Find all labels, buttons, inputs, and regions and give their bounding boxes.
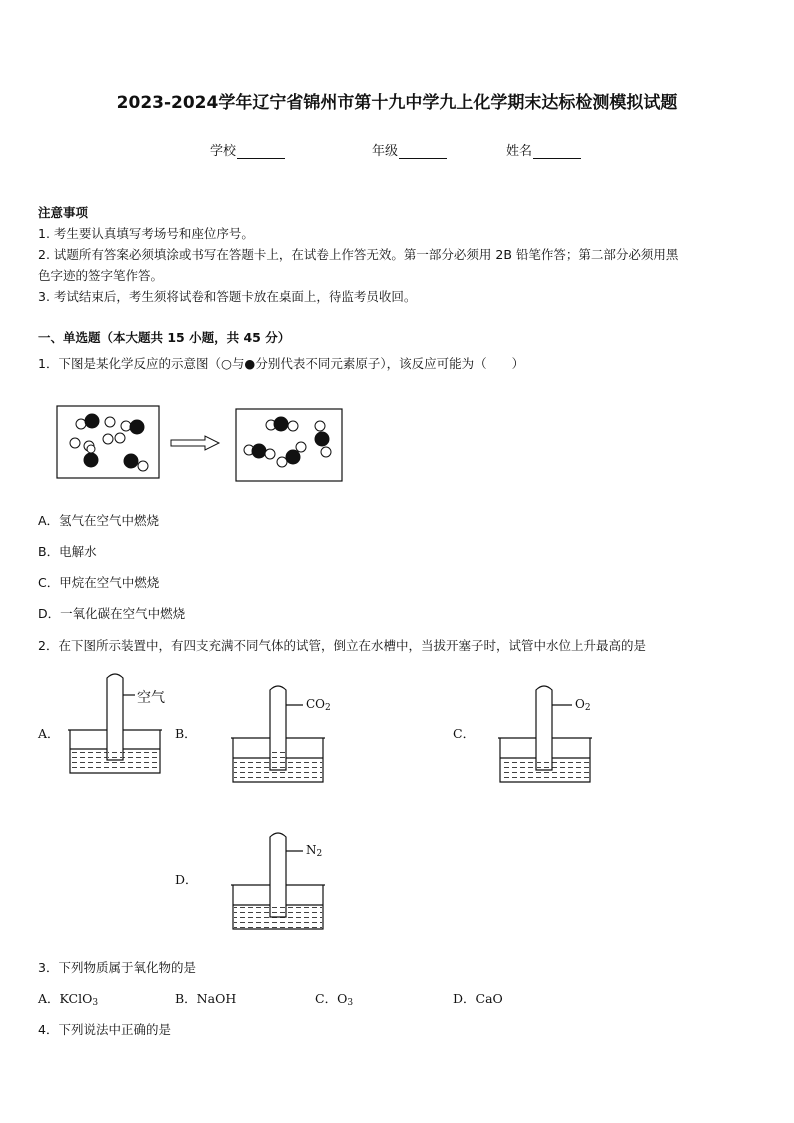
- gas-label-co2: $CO_2$: [306, 697, 331, 713]
- section-heading: 一、单选题（本大题共 15 小题，共 45 分）: [38, 330, 291, 345]
- q3-option-b[interactable]: B．NaOH: [175, 991, 237, 1006]
- grade-label: 年级: [372, 144, 399, 159]
- question-2-stem: 2．在下图所示装置中，有四支充满不同气体的试管，倒立在水槽中，当拔开塞子时，试管中水位上升最高的是: [38, 638, 646, 653]
- gas-label-air: 空气: [137, 690, 165, 706]
- q2-option-b[interactable]: B．: [175, 726, 197, 741]
- q3-option-d[interactable]: D．CaO: [453, 991, 503, 1006]
- q2-option-a[interactable]: A．: [38, 726, 60, 741]
- q2-option-c[interactable]: C．: [453, 726, 476, 741]
- q2-option-d[interactable]: D．: [175, 872, 198, 887]
- name-label: 姓名: [506, 144, 533, 159]
- gas-label-n2: $N_2$: [306, 843, 323, 859]
- q3-option-a[interactable]: A．KClO$_3$: [38, 991, 99, 1008]
- question-1-stem: 1．下图是某化学反应的示意图（○与●分别代表不同元素原子），该反应可能为（ ）: [38, 356, 525, 371]
- black-atom-icon: ●: [244, 356, 256, 371]
- white-atom-icon: ○: [220, 356, 232, 371]
- school-label: 学校: [210, 144, 237, 159]
- q1-option-c[interactable]: C．甲烷在空气中燃烧: [38, 575, 160, 590]
- notice-item-2-cont: 色字迹的签字笔作答。: [38, 268, 164, 283]
- q1-option-b[interactable]: B．电解水: [38, 544, 97, 559]
- notice-item-3: 3. 考试结束后，考生须将试卷和答题卡放在桌面上，待监考员收回。: [38, 289, 417, 304]
- q3-option-c[interactable]: C．$O_3$: [315, 991, 354, 1008]
- q1-option-a[interactable]: A．氢气在空气中燃烧: [38, 513, 160, 528]
- notice-item-2: 2. 试题所有答案必须填涂或书写在答题卡上，在试卷上作答无效。第一部分必须用 2B 铅笔作答；第二部分必须用黑: [38, 247, 679, 262]
- notice-item-1: 1. 考生要认真填写考场号和座位序号。: [38, 226, 254, 241]
- page-title: 2023-2024学年辽宁省锦州市第十九中学九上化学期末达标检测模拟试题: [116, 93, 678, 113]
- question-3-stem: 3．下列物质属于氧化物的是: [38, 960, 196, 975]
- notice-heading: 注意事项: [38, 205, 89, 220]
- q1-option-d[interactable]: D．一氧化碳在空气中燃烧: [38, 606, 186, 621]
- gas-label-o2: $O_2$: [575, 697, 591, 713]
- question-4-stem: 4．下列说法中正确的是: [38, 1022, 171, 1037]
